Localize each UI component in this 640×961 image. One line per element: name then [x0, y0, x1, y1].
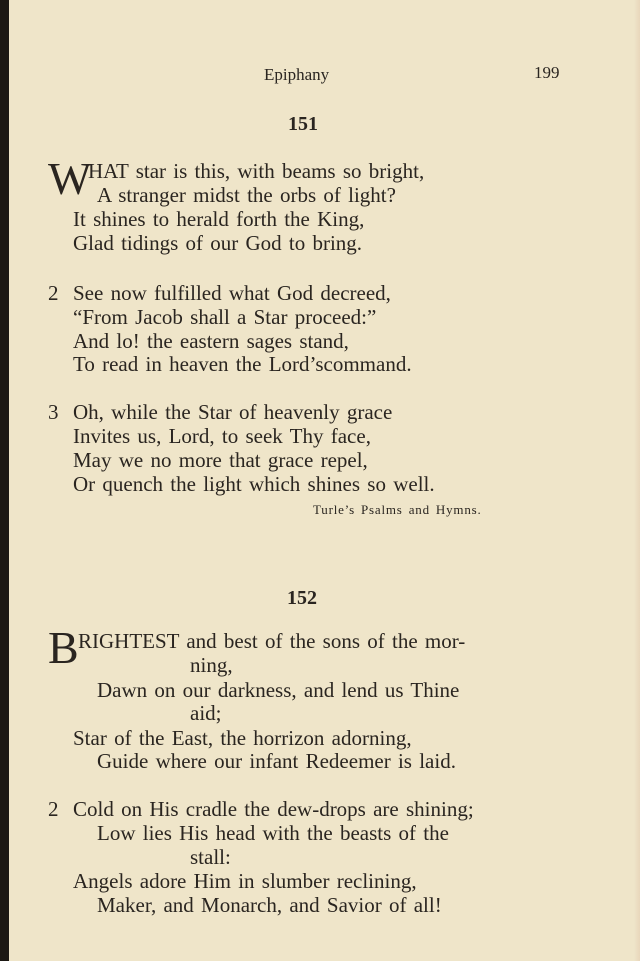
verse-line: Dawn on our darkness, and lend us Thine [97, 678, 460, 702]
verse-line: It shines to herald forth the King, [73, 207, 365, 231]
verse-line: Guide where our infant Redeemer is laid. [97, 749, 456, 773]
drop-cap: B [48, 622, 79, 673]
verse-line: Oh, while the Star of heavenly grace [73, 400, 393, 424]
verse-line: stall: [190, 845, 231, 869]
running-header: Epiphany [264, 65, 330, 84]
attribution: Turle’s Psalms and Hymns. [313, 502, 482, 517]
verse-line: RIGHTEST and best of the sons of the mor- [78, 629, 466, 653]
hymn-number: 151 [288, 113, 318, 135]
verse-line: aid; [190, 701, 222, 725]
page-number: 199 [534, 63, 560, 82]
verse-line: ning, [190, 653, 233, 677]
stanza-number: 3 [48, 400, 59, 424]
verse-line: A stranger midst the orbs of light? [97, 183, 396, 207]
verse-line: HAT star is this, with beams so bright, [88, 159, 425, 183]
verse-line: Invites us, Lord, to seek Thy face, [73, 424, 371, 448]
verse-line: Glad tidings of our God to bring. [73, 231, 363, 255]
verse-line: See now fulfilled what God decreed, [73, 281, 391, 305]
verse-line: Low lies His head with the beasts of the [97, 821, 449, 845]
verse-line: Cold on His cradle the dew-drops are shining; [73, 797, 474, 821]
verse-line: Star of the East, the horrizon adorning, [73, 726, 412, 750]
book-spine-edge [0, 0, 9, 961]
verse-line: Or quench the light which shines so well. [73, 472, 435, 496]
stanza-number: 2 [48, 797, 59, 821]
verse-line: Angels adore Him in slumber reclining, [73, 869, 417, 893]
stanza-number: 2 [48, 281, 59, 305]
verse-line: And lo! the eastern sages stand, [73, 329, 349, 353]
drop-cap: W [48, 153, 92, 204]
verse-line: To read in heaven the Lord’scommand. [73, 352, 412, 376]
verse-line: “From Jacob shall a Star proceed:” [73, 305, 377, 329]
page-edge [634, 0, 640, 961]
verse-line: May we no more that grace repel, [73, 448, 368, 472]
verse-line: Maker, and Monarch, and Savior of all! [97, 893, 442, 917]
hymn-number: 152 [287, 587, 317, 609]
